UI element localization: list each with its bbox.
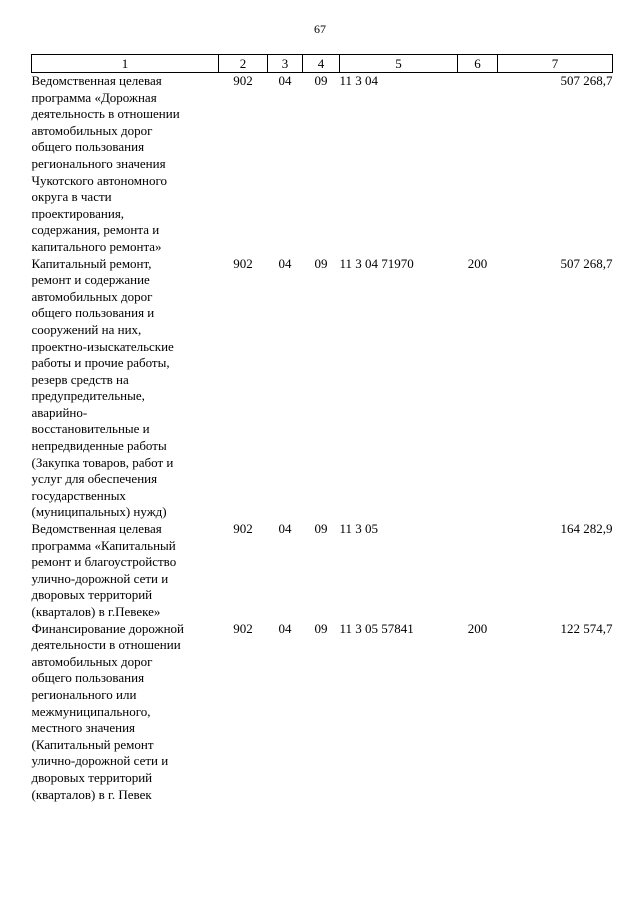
row-section-code: 04 [278, 73, 292, 88]
column-header-3: 3 [268, 55, 303, 73]
column-header-2: 2 [219, 55, 268, 73]
row-expense-type [458, 521, 498, 621]
table-row [32, 521, 613, 621]
row-ministry-code: 902 [233, 521, 253, 537]
table-row [32, 73, 613, 256]
table-row [32, 621, 613, 804]
row-ministry-code: 902 [233, 620, 253, 636]
row-target-article: 11 3 05 [339, 521, 379, 537]
row-amount: 507 268,7 [560, 73, 613, 88]
row-ministry-code: 902 [233, 73, 253, 88]
column-header-1: 1 [32, 55, 219, 73]
row-section-code: 04 [278, 255, 292, 271]
row-section-code: 04 [278, 521, 292, 537]
column-header-4: 4 [303, 55, 340, 73]
row-subsection-code: 09 [314, 255, 328, 271]
row-name: Капитальный ремонт, ремонт и содержание автомобильных дорог общего пользования и сооружений на них, проектно-изыскательские работы и прочие работы, резерв средств на предупредительные, аварийно- восстановительные и непредвиденные работы (Закупка товаров, работ и услуг для обеспечения государственных (муниципальных) нужд) [31, 255, 174, 520]
row-amount: 122 574,7 [560, 620, 613, 636]
row-target-article: 11 3 04 [339, 73, 379, 88]
row-amount: 164 282,9 [560, 521, 613, 537]
row-subsection-code: 09 [314, 521, 328, 537]
row-target-article: 11 3 04 71970 [339, 255, 414, 271]
row-amount: 507 268,7 [560, 255, 613, 271]
row-ministry-code: 902 [233, 255, 253, 271]
row-name: Ведомственная целевая программа «Капитальный ремонт и благоустройство улично-дорожной сети и дворовых территорий (кварталов) в г.Певеке» [31, 521, 177, 619]
table-row [32, 256, 613, 522]
row-name: Ведомственная целевая программа «Дорожная деятельность в отношении автомобильных дорог общего пользования регионального значения Чукотского автономного округа в части проектирования, содержания, ремонта и капитального ремонта» [31, 73, 180, 254]
row-target-article: 11 3 05 57841 [339, 620, 414, 636]
column-header-5: 5 [340, 55, 458, 73]
row-subsection-code: 09 [314, 73, 328, 88]
table-header-row [32, 55, 613, 73]
row-expense-type [458, 73, 498, 256]
column-header-7: 7 [498, 55, 613, 73]
budget-table [31, 54, 613, 803]
column-header-6: 6 [458, 55, 498, 73]
row-section-code: 04 [278, 620, 292, 636]
row-name: Финансирование дорожной деятельности в отношении автомобильных дорог общего пользования регионального или межмуниципального, местного значения (Капитальный ремонт улично-дорожной сети и дворовых территорий (кварталов) в г. Певек [31, 620, 184, 802]
page-number: 67 [314, 22, 326, 36]
row-expense-type: 200 [467, 620, 488, 636]
row-expense-type: 200 [467, 255, 488, 271]
row-subsection-code: 09 [314, 620, 328, 636]
